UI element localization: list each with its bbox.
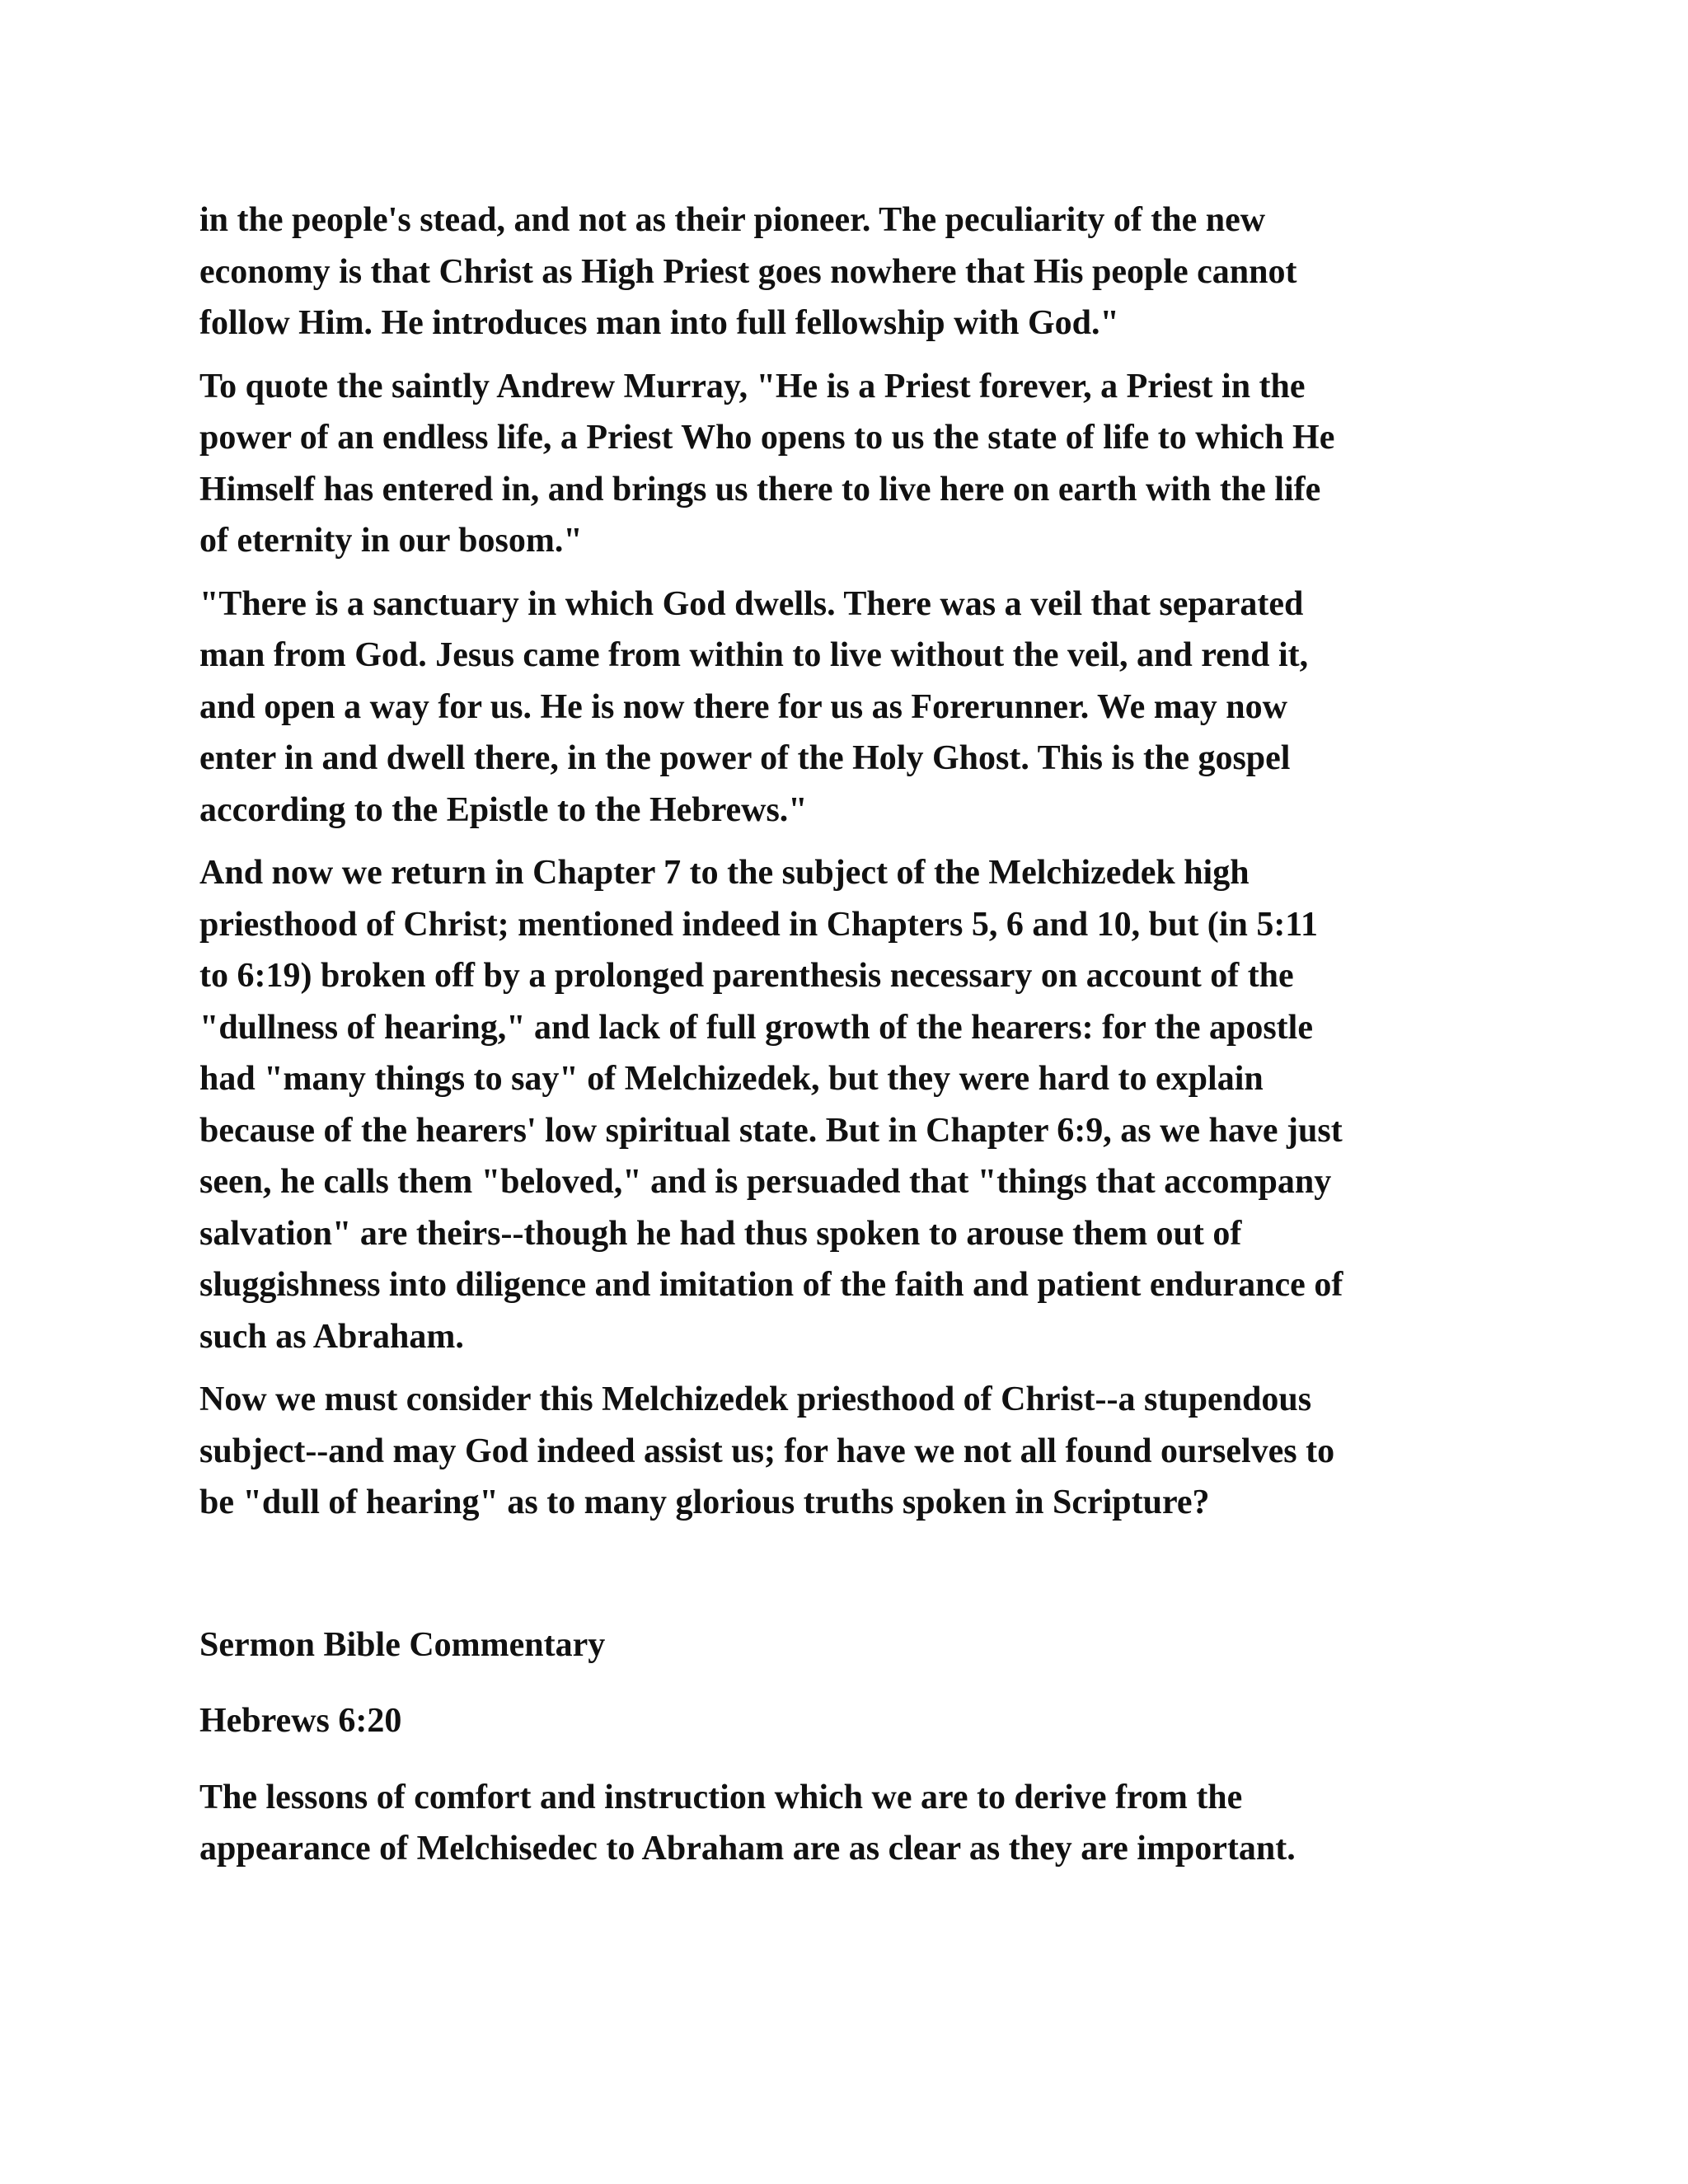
paragraph-melchizedek-return: And now we return in Chapter 7 to the subject of the Melchizedek high priesthood of Christ; mentioned indeed in Chapters 5, 6 and 10, but (in 5:11 to 6:19) broken off by a prolonged parenthesis necessary on account of the "dullness of hearing," and lack of full growth of the hearers: for the apostle had "many things to say" of Melchizedek, but they were hard to explain because of the hearers' low spiritual state. But in Chapter 6:9, as we have just seen, he calls them "beloved," and is persuaded that "things that accompany salvation" are theirs--though he had thus spoken to arouse them out of sluggishness into diligence and imitation of the faith and patient endurance of such as Abraham. xyxy=(199,854,1343,1356)
paragraph-sanctuary: "There is a sanctuary in which God dwells. There was a veil that separated man from God. Jesus came from within to live without the veil, and rend it, and open a way for us. He is now there for us as Forerunner. We may now enter in and dwell there, in the power of the Holy Ghost. This is the gospel according to the Epistle to the Hebrews." xyxy=(199,584,1309,829)
paragraph-pioneer: in the people's stead, and not as their pioneer. The peculiarity of the new economy is that Christ as High Priest goes nowhere that His people cannot follow Him. He introduces man into full fellowship with God." xyxy=(199,201,1297,342)
section-spacer xyxy=(199,1540,1510,1619)
paragraph-andrew-murray-quote: To quote the saintly Andrew Murray, "He is a Priest forever, a Priest in the power of an endless life, a Priest Who opens to us the state of life to which He Himself has entered in, and brings us there to live here on earth with the life of eternity in our bosom." xyxy=(199,367,1335,560)
paragraph-consider-priesthood: Now we must consider this Melchizedek priesthood of Christ--a stupendous subject--and may God indeed assist us; for have we not all found ourselves to be "dull of hearing" as to many glorious truths spoken in Scripture? xyxy=(199,1380,1335,1521)
scripture-reference: Hebrews 6:20 xyxy=(199,1702,402,1740)
document-body xyxy=(199,194,1510,1886)
section-title: Sermon Bible Commentary xyxy=(199,1625,606,1664)
section-body: The lessons of comfort and instruction which we are to derive from the appearance of Melchisedec to Abraham are as clear as they are important. xyxy=(199,1778,1296,1868)
